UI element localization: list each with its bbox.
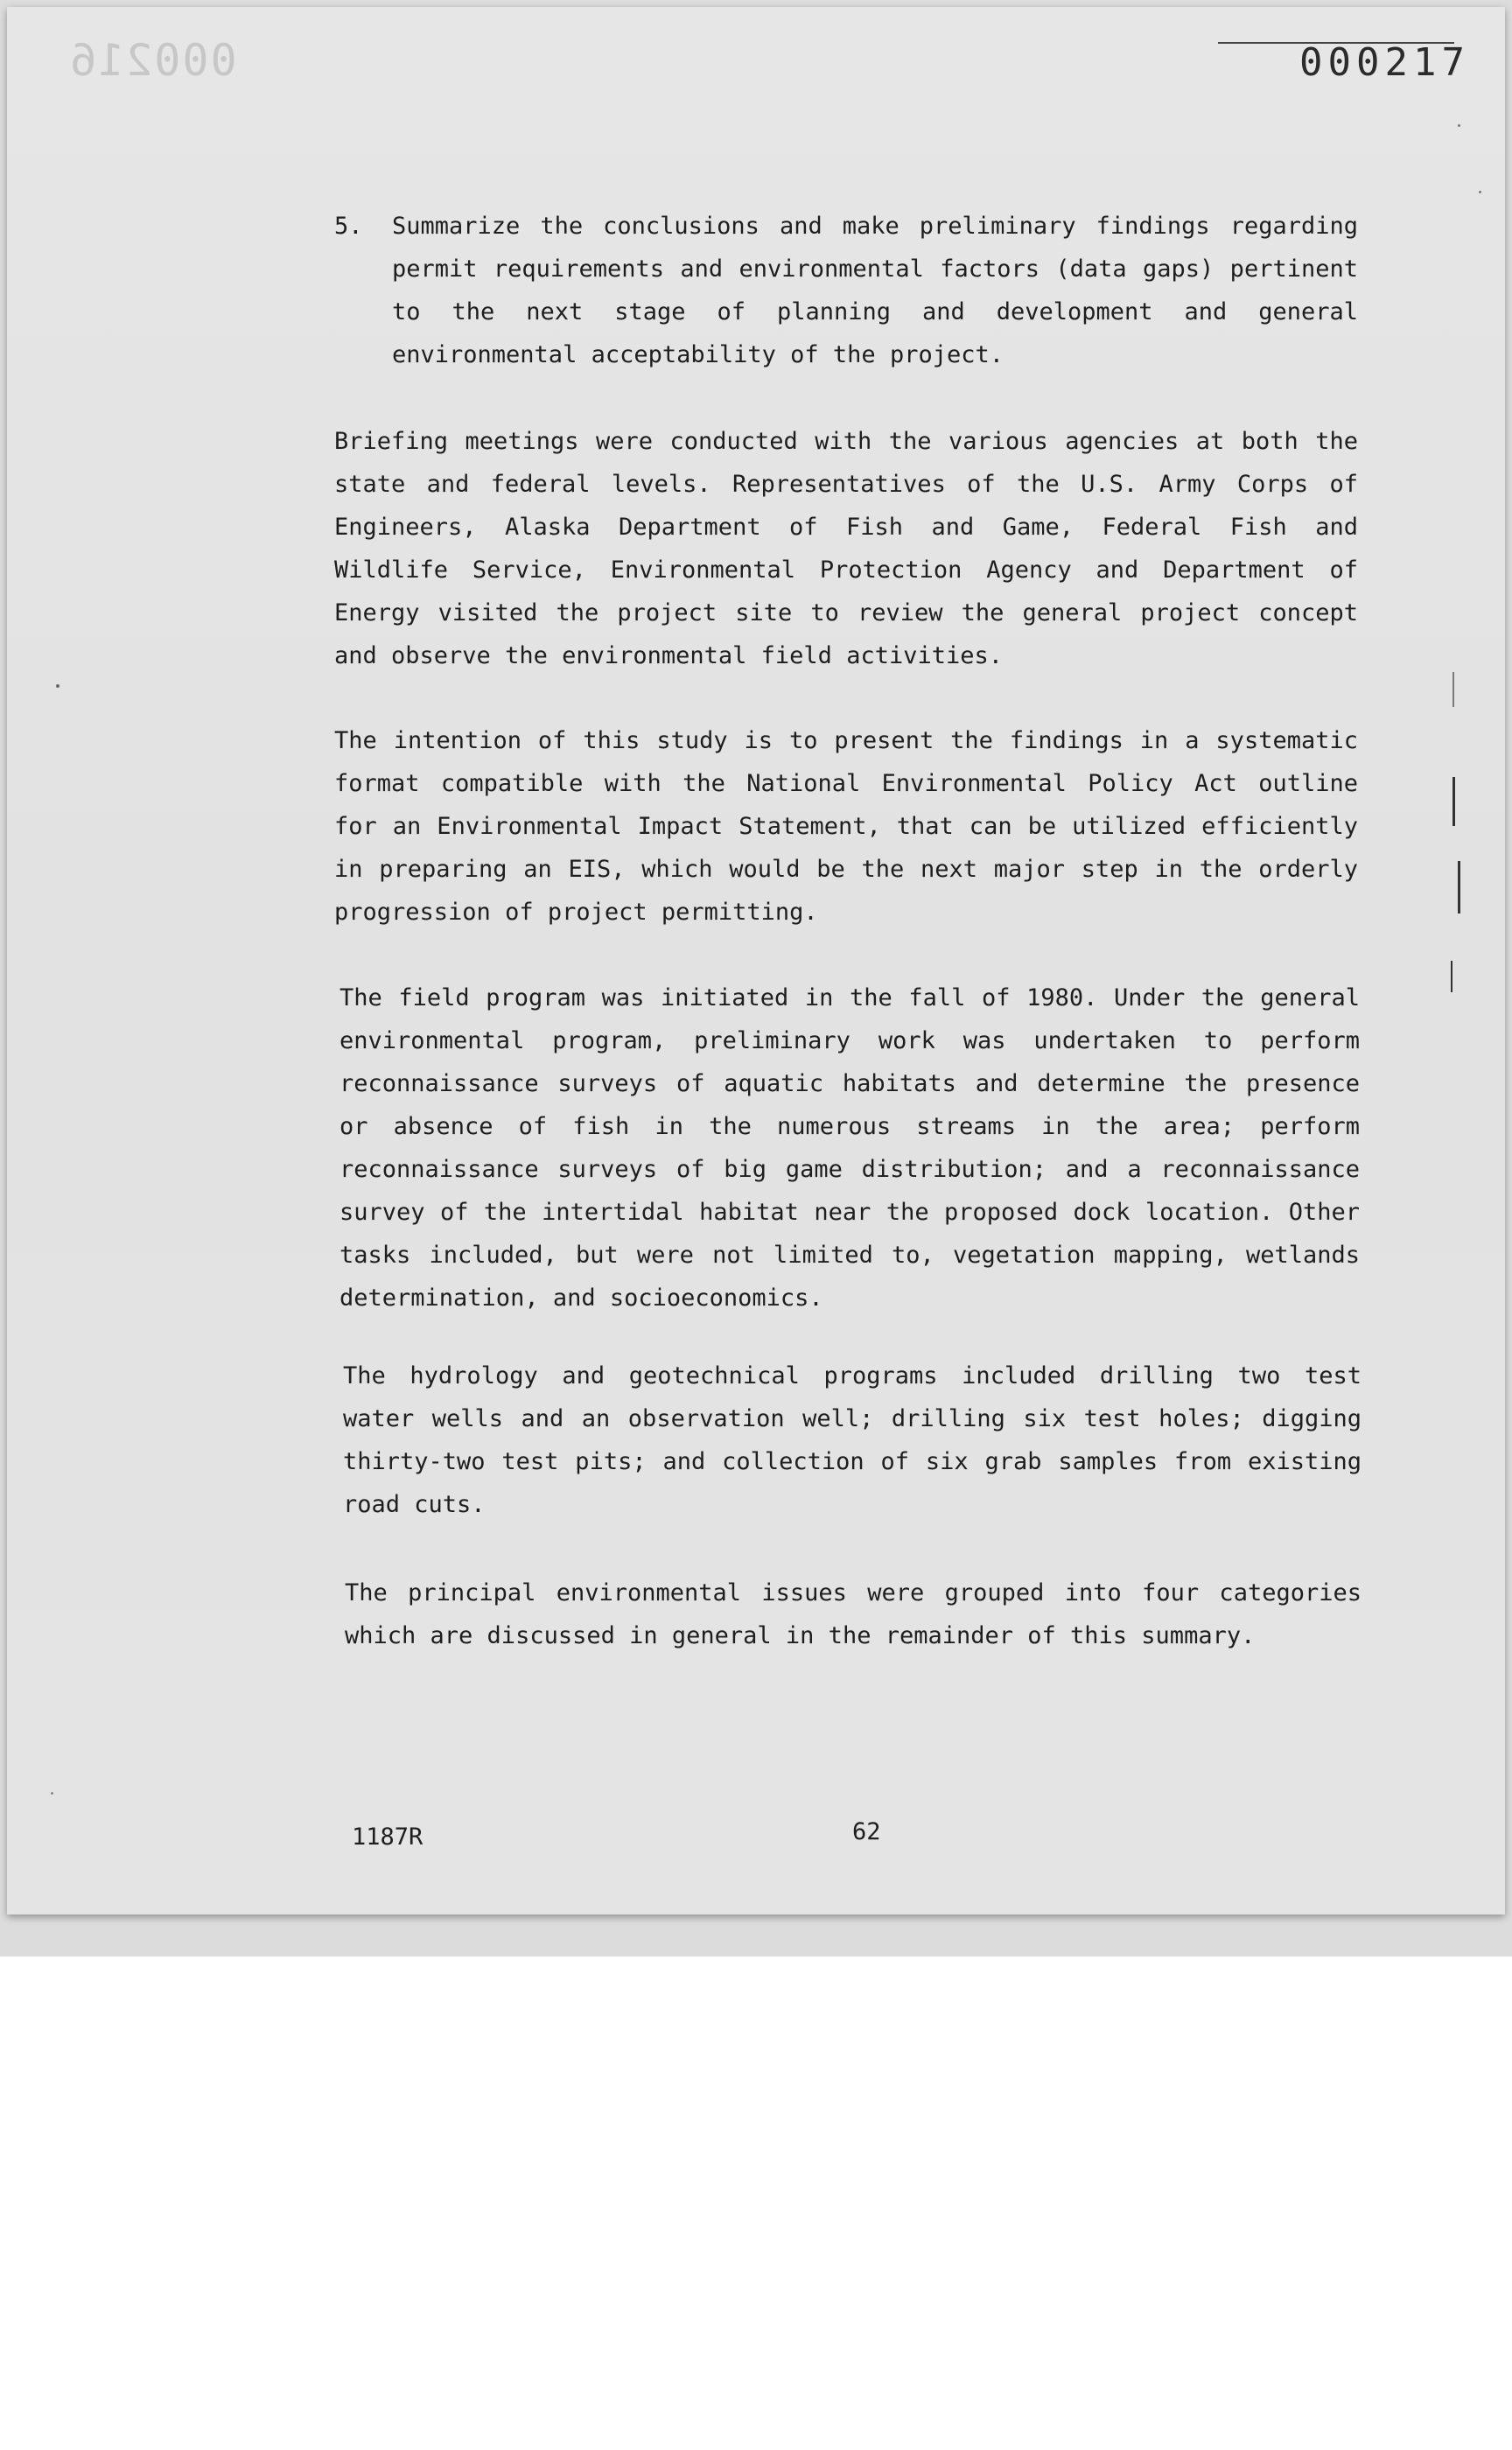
document-number: 000217: [1299, 40, 1470, 85]
paragraph-briefing-meetings: Briefing meetings were conducted with the various agencies at both the state and federal levels. Representatives of the U.S. Army Corps of Engineers, Alaska Department of Fish and Game, Federal Fish and Wildlife Service, Environmental Protection Agency and Department of Energy visited the project site to review the general project concept and observe the environmental field activities.: [334, 428, 1358, 669]
paragraph-principal-issues: The principal environmental issues were grouped into four categories which are discussed in general in the remainder of this summary.: [345, 1579, 1362, 1649]
margin-dot: [51, 1792, 53, 1795]
paragraph-field-program: The field program was initiated in the fall of 1980. Under the general environmental program, preliminary work was undertaken to perform reconnaissance surveys of aquatic habitats and determine the presence or absence of fish in the numerous streams in the area; perform reconnaissance surveys of big game distribution; and a reconnaissance survey of the intertidal habitat near the proposed dock location. Other tasks included, but were not limited to, vegetation mapping, wetlands determination, and socioeconomics.: [340, 984, 1360, 1312]
document-page: [7, 7, 1505, 1914]
footer-document-code: 1187R: [352, 1824, 424, 1851]
list-item-text: Summarize the conclusions and make preliminary findings regarding permit requirements and environmental factors (data gaps) pertinent to the next stage of planning and development and general environmental acceptability of the project.: [392, 213, 1358, 368]
margin-dot: [1458, 124, 1460, 127]
margin-tick-mark: [1451, 961, 1452, 992]
paragraph-hydrology-geotechnical: The hydrology and geotechnical programs included drilling two test water wells and an observation well; drilling six test holes; digging thirty-two test pits; and collection of six grab samples from existing road cuts.: [343, 1362, 1362, 1518]
margin-tick-mark: [1452, 672, 1454, 707]
margin-bracket-mark: [1452, 777, 1455, 826]
bleed-through-number: 000216: [68, 35, 237, 86]
margin-bracket-mark: [1458, 861, 1460, 914]
paragraph-study-intention: The intention of this study is to present the findings in a systematic format compatible with the National Environmental Policy Act outline for an Environmental Impact Statement, that can be utilized efficiently in preparing an EIS, which would be the next major step in the orderly progression of project permitting.: [334, 727, 1358, 926]
list-item-number: 5.: [334, 213, 363, 240]
margin-dot: [56, 684, 60, 688]
margin-dot: [1479, 191, 1481, 193]
list-item-5: [334, 205, 1358, 376]
footer-page-number: 62: [852, 1818, 881, 1845]
